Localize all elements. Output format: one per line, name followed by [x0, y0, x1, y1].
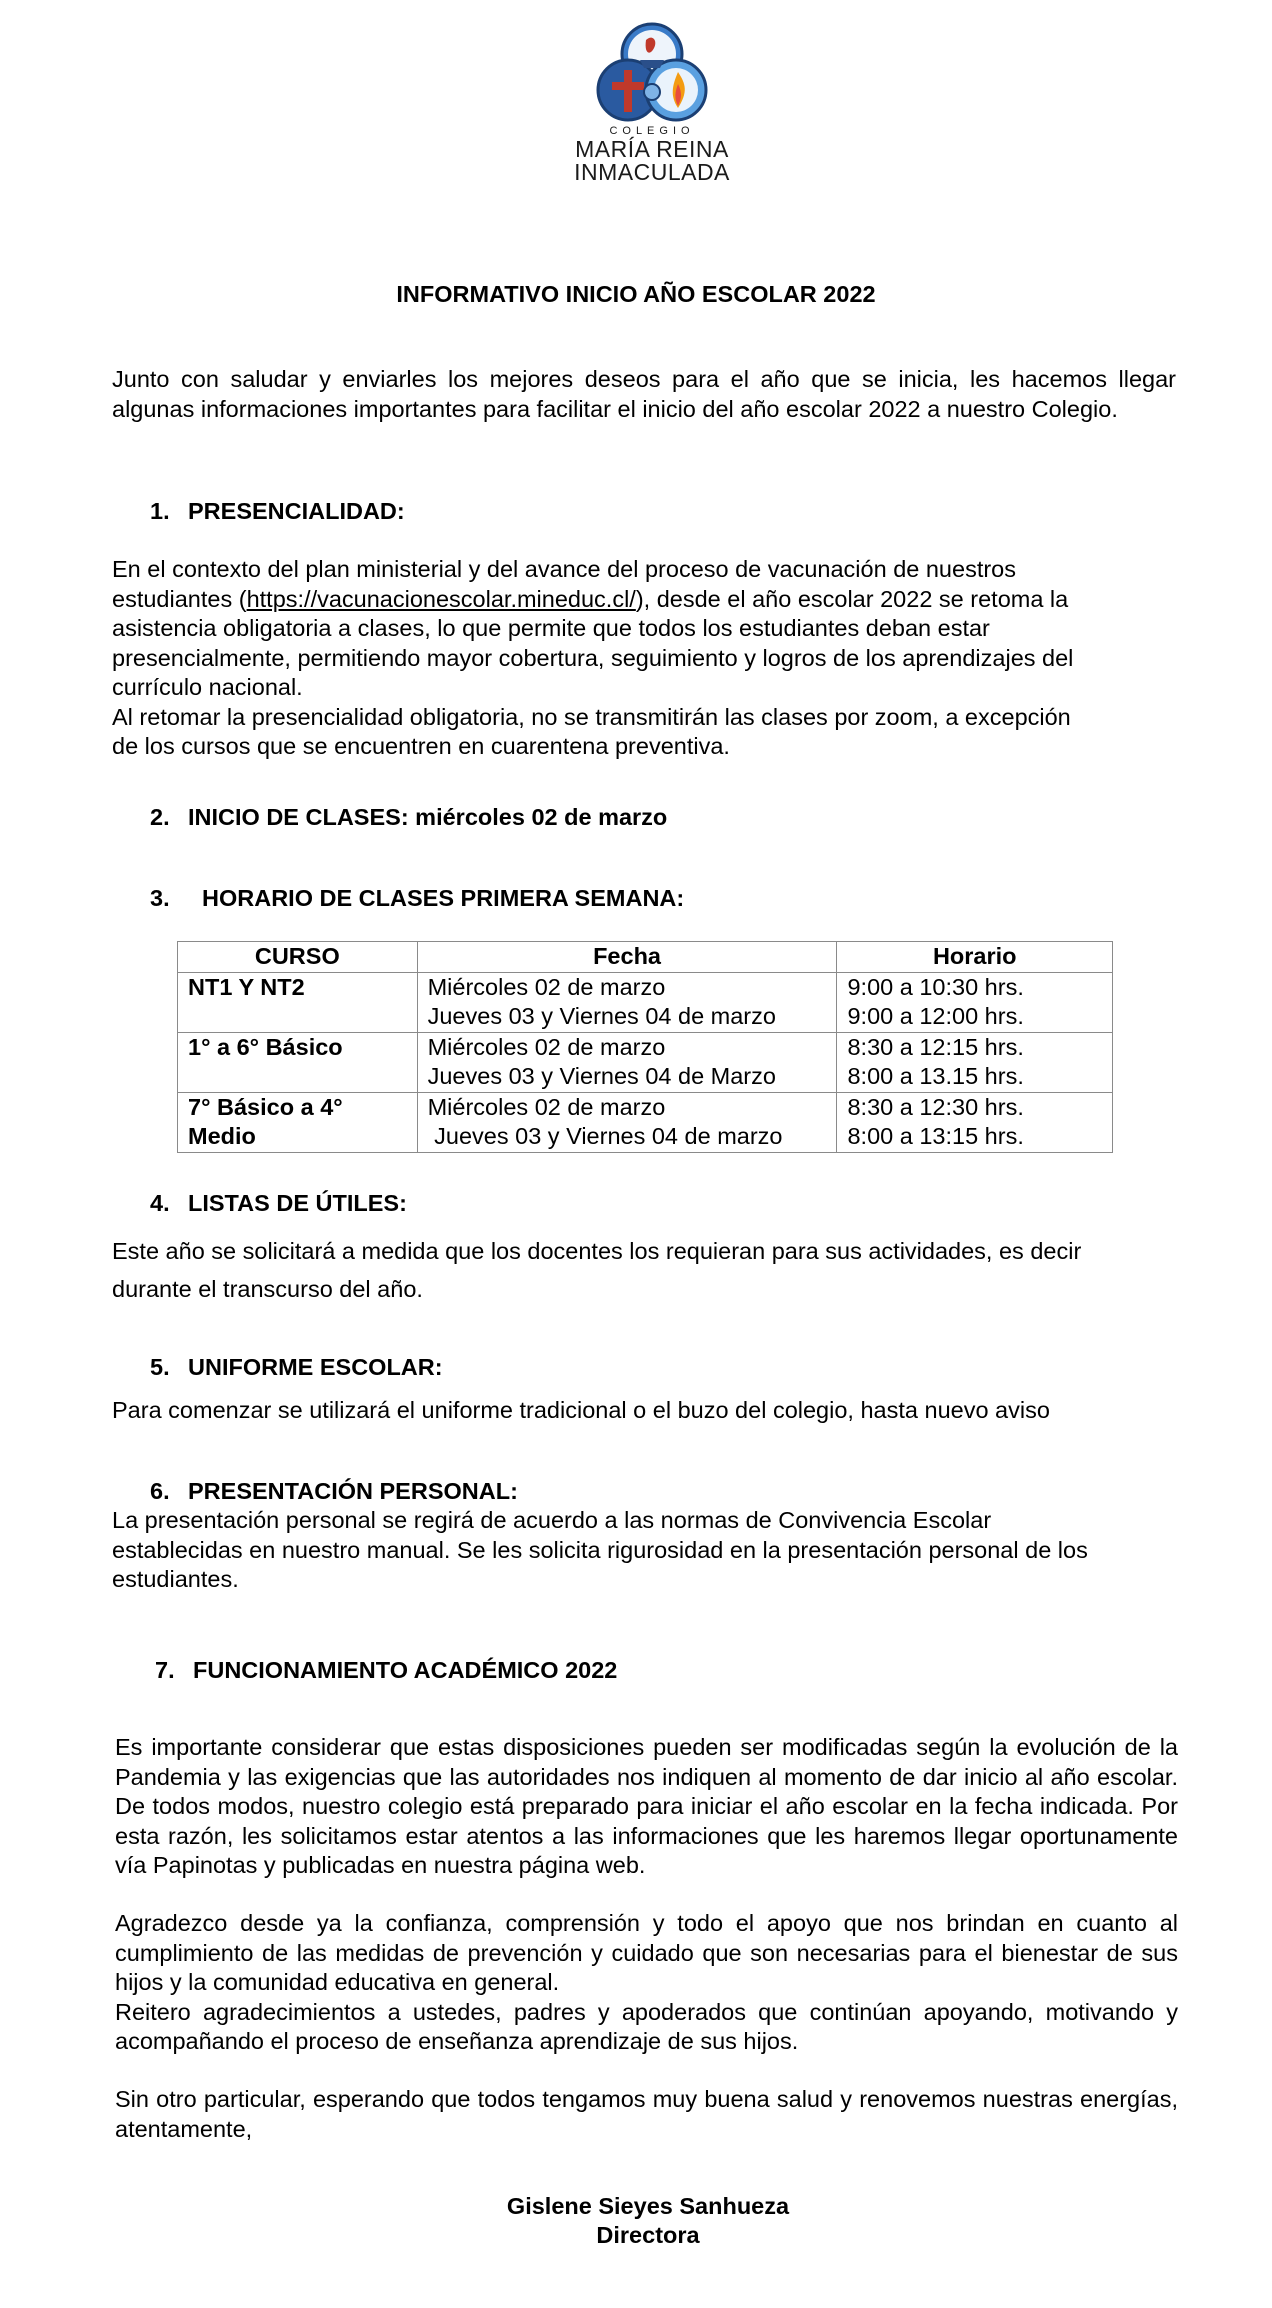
section-5-body: Para comenzar se utilizará el uniforme tradicional o el buzo del colegio, hasta nuevo aviso	[112, 1397, 1050, 1423]
section-4-heading: 4. LISTAS DE ÚTILES:	[150, 1190, 407, 1216]
section-6-body: La presentación personal se regirá de acuerdo a las normas de Convivencia Escolar establecidas en nuestro manual. Se les solicita rigurosidad en la presentación personal de los estudiantes.	[112, 1507, 1088, 1592]
logo-name-line1: MARÍA REINA	[575, 136, 729, 162]
table-row: 7° Básico a 4° Medio Miércoles 02 de marzo Jueves 03 y Viernes 04 de marzo 8:30 a 12:30 hrs. 8:00 a 13:15 hrs.	[178, 1092, 1113, 1152]
section-1-body: En el contexto del plan ministerial y del avance del proceso de vacunación de nuestros estudiantes (https://vacunacionescolar.mineduc.cl/), desde el año escolar 2022 se retoma la asistencia obligatoria a clases, lo que permite que todos los estudiantes deban estar presencialmente, permitiendo mayor cobertura, seguimiento y logros de los aprendizajes del currículo nacional. Al retomar la presencialidad obligatoria, no se transmitirán las clases por zoom, a excepción de los cursos que se encuentren en cuarentena preventiva.	[112, 556, 1074, 759]
schedule-table	[177, 941, 1113, 1153]
section-2-heading: 2. INICIO DE CLASES: miércoles 02 de marzo	[150, 804, 668, 830]
signature-name: Gislene Sieyes Sanhueza	[506, 2193, 790, 2219]
section-4-body: Este año se solicitará a medida que los docentes los requieran para sus actividades, es decir durante el transcurso del año.	[112, 1238, 1082, 1302]
section-7-paragraph-2: Agradezco desde ya la confianza, comprensión y todo el apoyo que nos brindan en cuanto al cumplimiento de las medidas de prevención y cuidado que son necesarias para el bienestar de sus hijos y la comunidad educativa en general. Reitero agradecimientos a ustedes, padres y apoderados que continúan apoyando, motivando y acompañando el proceso de enseñanza aprendizaje de sus hijos.	[115, 1910, 1178, 2054]
table-row: NT1 Y NT2 Miércoles 02 de marzo Jueves 03 y Viernes 04 de marzo 9:00 a 10:30 hrs. 9:00 a 12:00 hrs.	[178, 972, 1113, 1032]
table-header-horario: Horario	[837, 942, 1113, 973]
section-7-paragraph-3: Sin otro particular, esperando que todos tengamos muy buena salud y renovemos nuestras energías, atentamente,	[115, 2086, 1178, 2142]
logo-subtitle: COLEGIO	[609, 125, 695, 137]
section-7-heading: 7. FUNCIONAMIENTO ACADÉMICO 2022	[155, 1657, 618, 1683]
table-header-row	[178, 942, 1113, 973]
section-5-heading: 5. UNIFORME ESCOLAR:	[150, 1354, 443, 1380]
page-title: INFORMATIVO INICIO AÑO ESCOLAR 2022	[396, 281, 876, 307]
section-6-heading: 6. PRESENTACIÓN PERSONAL:	[150, 1478, 518, 1504]
school-logo-icon	[594, 20, 710, 126]
intro-paragraph: Junto con saludar y enviarles los mejores deseos para el año que se inicia, les hacemos llegar algunas informaciones importantes para facilitar el inicio del año escolar 2022 a nuestro Colegio.	[112, 366, 1176, 422]
vacunacion-link[interactable]: https://vacunacionescolar.mineduc.cl/	[246, 585, 636, 612]
section-1-heading: 1. PRESENCIALIDAD:	[150, 498, 405, 524]
table-header-curso: CURSO	[178, 942, 418, 973]
table-header-fecha: Fecha	[417, 942, 837, 973]
signature-role: Directora	[596, 2222, 700, 2248]
logo-name-line2: INMACULADA	[574, 159, 730, 185]
table-row: 1° a 6° Básico Miércoles 02 de marzo Jueves 03 y Viernes 04 de Marzo 8:30 a 12:15 hrs. 8:00 a 13.15 hrs.	[178, 1032, 1113, 1092]
section-3-heading: 3. HORARIO DE CLASES PRIMERA SEMANA:	[150, 885, 685, 911]
section-7-paragraph-1: Es importante considerar que estas disposiciones pueden ser modificadas según la evolución de la Pandemia y las exigencias que las autoridades nos indiquen al momento de dar inicio al año escolar. De todos modos, nuestro colegio está preparado para iniciar el año escolar en la fecha indicada. Por esta razón, les solicitamos estar atentos a las informaciones que les haremos llegar oportunamente vía Papinotas y publicadas en nuestra página web.	[115, 1734, 1178, 1878]
